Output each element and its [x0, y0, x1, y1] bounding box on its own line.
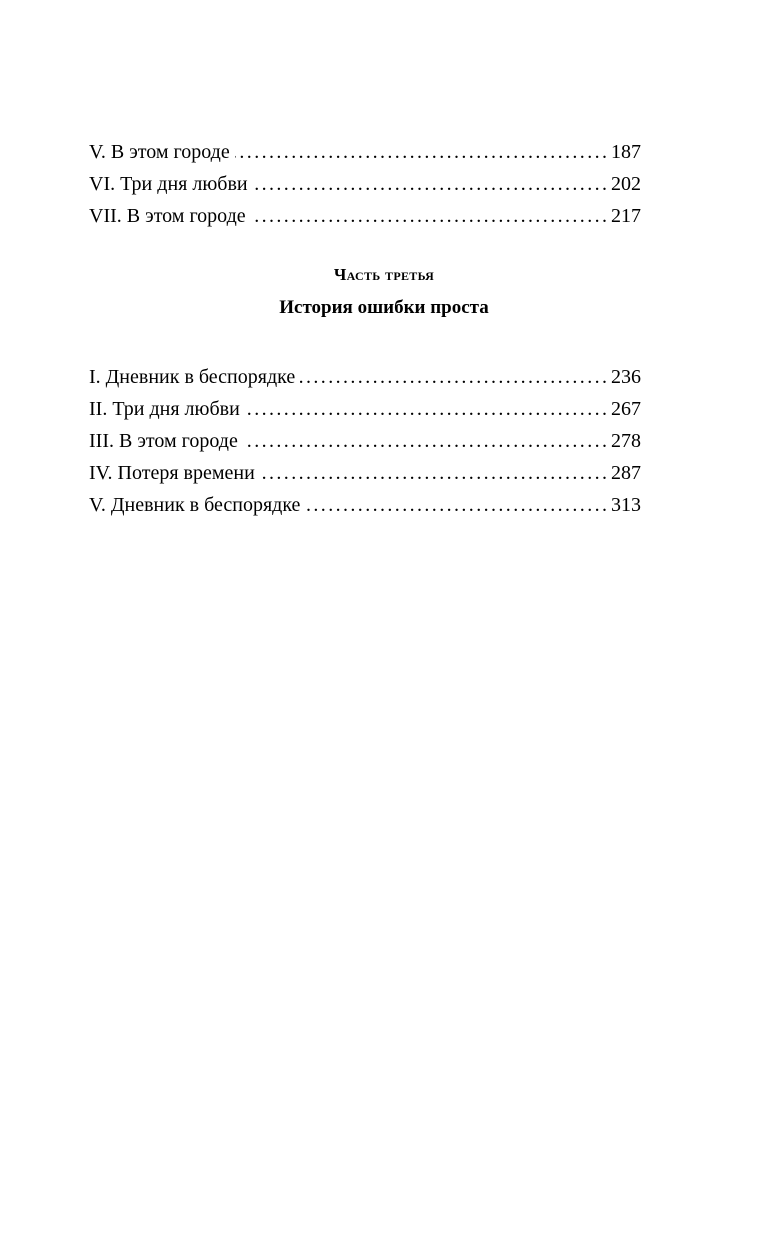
toc-entry	[89, 200, 641, 232]
toc-entry-title: II. Три дня любви	[89, 398, 240, 420]
toc-entry	[89, 168, 641, 200]
toc-entry-title: VI. Три дня любви	[89, 173, 248, 195]
part-title: История ошибки проста	[279, 297, 489, 318]
toc-leader-dots	[235, 136, 607, 168]
part-label: Часть третья	[333, 265, 435, 284]
toc-entry	[89, 489, 641, 521]
toc-list-part-three	[89, 361, 641, 521]
toc-entry-title: I. Дневник в беспорядке	[89, 366, 296, 388]
toc-entry-title: VII. В этом городе	[89, 205, 246, 227]
toc-entry-page: 236	[611, 366, 641, 388]
toc-entry-title: III. В этом городе	[89, 430, 238, 452]
toc-leader-dots	[253, 168, 607, 200]
toc-entry-page: 217	[611, 205, 641, 227]
toc-entry	[89, 136, 641, 168]
toc-entry	[89, 393, 641, 425]
toc-entry-page: 278	[611, 430, 641, 452]
toc-leader-dots	[300, 361, 607, 393]
toc-entry-page: 187	[611, 141, 641, 163]
toc-leader-dots	[305, 489, 607, 521]
toc-leader-dots	[245, 393, 607, 425]
toc-entry-title: IV. Потеря времени	[89, 462, 255, 484]
toc-leader-dots	[251, 200, 607, 232]
toc-entry-page: 287	[611, 462, 641, 484]
toc-leader-dots	[243, 425, 607, 457]
toc-list-part-two	[89, 136, 641, 232]
toc-entry	[89, 361, 641, 393]
toc-entry-title: V. В этом городе	[89, 141, 230, 163]
toc-entry	[89, 457, 641, 489]
toc-entry	[89, 425, 641, 457]
toc-leader-dots	[260, 457, 607, 489]
toc-entry-page: 313	[611, 494, 641, 516]
toc-entry-title: V. Дневник в беспорядке	[89, 494, 301, 516]
toc-entry-page: 267	[611, 398, 641, 420]
toc-entry-page: 202	[611, 173, 641, 195]
